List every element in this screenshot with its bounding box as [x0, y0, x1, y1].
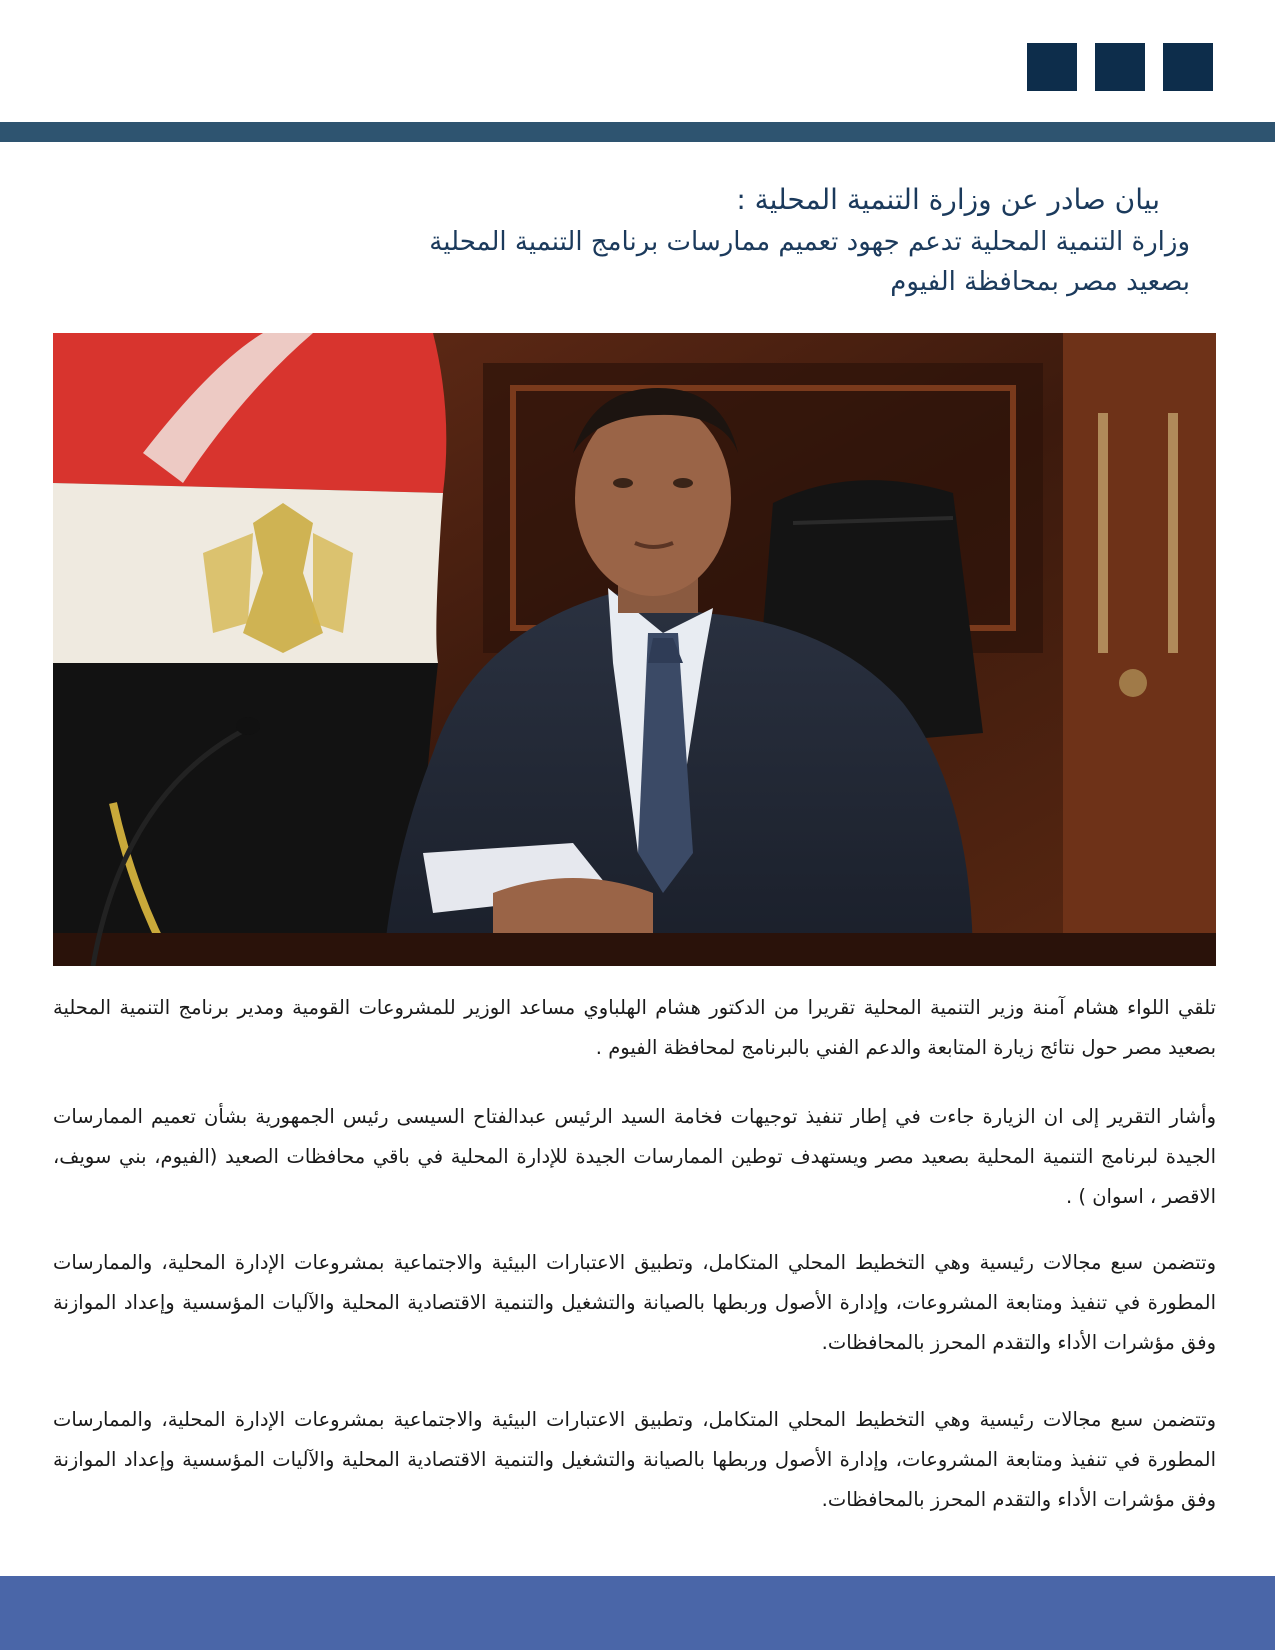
- paragraph-4: وتتضمن سبع مجالات رئيسية وهي التخطيط المحلي المتكامل، وتطبيق الاعتبارات البيئية والاجتماعية بمشروعات الإدارة المحلية، والممارسات المطورة في تنفيذ ومتابعة المشروعات، وإدارة الأصول وربطها بالصيانة والتشغيل والتنمية الاقتصادية المحلية والآليات المؤسسية وإعداد الموازنة وفق مؤشرات الأداء والتقدم المحرز بالمحافظات.: [53, 1408, 1216, 1511]
- paragraph-2: وأشار التقرير إلى ان الزيارة جاءت في إطار تنفيذ توجيهات فخامة السيد الرئيس عبدالفتاح السيسى رئيس الجمهورية بشأن تعميم الممارسات الجيدة لبرنامج التنمية المحلية بصعيد مصر ويستهدف توطين الممارسات الجيدة للإدارة المحلية في باقي محافظات الصعيد (الفيوم، بني سويف، الاقصر ، اسوان ) .: [53, 1105, 1216, 1208]
- paragraph-3: وتتضمن سبع مجالات رئيسية وهي التخطيط المحلي المتكامل، وتطبيق الاعتبارات البيئية والاجتماعية بمشروعات الإدارة المحلية، والممارسات المطورة في تنفيذ ومتابعة المشروعات، وإدارة الأصول وربطها بالصيانة والتشغيل والتنمية الاقتصادية المحلية والآليات المؤسسية وإعداد الموازنة وفق مؤشرات الأداء والتقدم المحرز بالمحافظات.: [53, 1251, 1216, 1354]
- header-bar: [0, 122, 1275, 142]
- header-square-1: [1027, 43, 1077, 91]
- title-block: [300, 178, 1200, 302]
- statement-title: بيان صادر عن وزارة التنمية المحلية :: [736, 183, 1160, 216]
- headline-line-2: بصعيد مصر بمحافظة الفيوم: [890, 267, 1190, 297]
- paragraph-1: تلقي اللواء هشام آمنة وزير التنمية المحلية تقريرا من الدكتور هشام الهلباوي مساعد الوزير للمشروعات القومية ومدير برنامج التنمية المحلية بصعيد مصر حول نتائج زيارة المتابعة والدعم الفني بالبرنامج لمحافظة الفيوم .: [53, 996, 1216, 1059]
- header-squares: [1027, 43, 1213, 91]
- header-square-2: [1095, 43, 1145, 91]
- header-square-3: [1163, 43, 1213, 91]
- footer-band: [0, 1576, 1275, 1650]
- headline-line-1: وزارة التنمية المحلية تدعم جهود تعميم ممارسات برنامج التنمية المحلية: [429, 227, 1190, 257]
- minister-photo: [53, 333, 1216, 966]
